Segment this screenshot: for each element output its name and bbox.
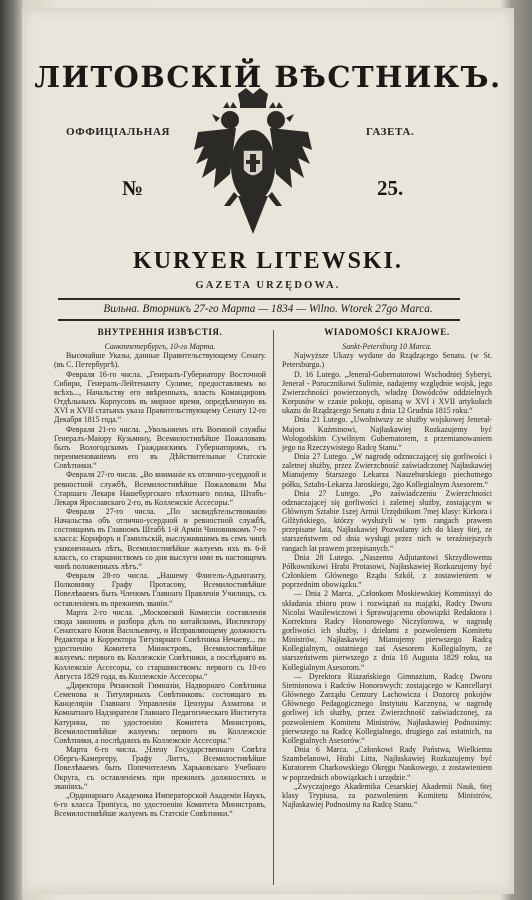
paragraph: Sankt-Petersburg 10 Marca. [342, 342, 432, 352]
column-title-polish: WIADOMOŚCI KRAJOWE. [324, 327, 450, 337]
top-rule [58, 298, 460, 300]
paragraph: — Dyrektora Riazańskiego Gimnazium, Radcę Dworu Siemionowa i Radców Honorowych: zostającego w Kancellaryi Głównego Zarządu Cenzury Lachowicza i Dozorcę pokojów Głównego Pedagogicznego Instytutu Kacznyna, w nagrodę gorliwej ich służby, przez Zwierzchność zaświadczonej, za pozwoleniem Komitetu Ministrów, Najłaskawiej Podnosimy: pierwszego na Radcę Kollegialnego, drugiego zaś ostatnich, na Kollegialnych Asesorów.“ [282, 671, 492, 745]
paragraph: Февраля 16-го числа. „Генералъ-Губернатору Восточной Сибири, Генералъ-Лейтенанту Сулиме, предоставляемъ во всѣхъ..., Начальству его ввѣренныхъ, власть Командировъ Отдѣльныхъ Корпусовъ въ мирное время, опредѣленную въ XVI и XVII статьяхъ указа Правительствующему Сенату 12-го Декабря 1815 года.“ [54, 369, 266, 425]
column-polish [282, 328, 492, 809]
paragraph: — Dnia 2 Marca. „Członkom Moskiewskiej Kommissyi do składania zbioru praw i rozwiązań na majątki, Radcy Dworu Nicolai Wasilewiczowi i Sprawującemu obowiązki Redaktora i Korrektora Radcy Honorowego Niczyforowa, w nagrodę gorliwości ich służby, i dziełami z pozwoleniem Komitetu Ministrów, Najłaskawiej Mianujemy pierwszego Radcą Kollegialnym, ostatniego zaś Asesorem Kollegialnym, ze starszeństwem pierwszego z dnia 10 Augusta 1829 roku, na Kollegialnym Asesorom.“ [282, 589, 492, 672]
paragraph: Февраля 27-го числа. „Во вниманіе къ отлично-усердной и ревностной службѣ, Всемилостивѣйше Пожаловали Мы Старшаго Лекаря Нашебургскаго пѣхотнаго полка, Штабъ-Лекаря Ярославскаго 2-го, въ Коллежскіе Ассесоры.“ [54, 470, 266, 507]
issue-number: 25. [377, 176, 404, 200]
paragraph: Февраля 27-го числа. „По засвидѣтельствованію Начальства объ отлично-усердной и ревностной службѣ, состоящимъ въ Главномъ Штабѣ 1-й Арміи Чиновникомъ 7-го класса: Корнфоръ и Гамилъскій, выслужившимъ въ семъ чинѣ узаконенныхъ лѣтъ, Всемилостивѣйше жалуемъ ихъ въ 6-й классъ, со старшинствомъ со дня выслуги ими въ настоящемъ чинѣ положенныхъ лѣтъ.“ [54, 506, 266, 571]
bottom-rule [58, 319, 460, 321]
book-spine [0, 0, 22, 900]
column-russian-body [54, 342, 266, 818]
column-divider [273, 330, 274, 885]
dateline: Вильна. Вторникъ 27-го Марта — 1834 — Wilno. Wtorek 27go Marca. [103, 303, 433, 315]
masthead-subtitle-left: ОФФИЦІАЛЬНАЯ [66, 126, 171, 138]
masthead-subtitle-right: ГАЗЕТА. [366, 126, 415, 138]
paragraph: D. 16 Lutego. „Jeneral-Gubernatorowi Wschodniej Syberyi, Jenerał - Porucznikowi Sulimie, nadajemy względnie wojsk, jego Zwierzchności powierzonych, władzę Dowódców oddzielnych Korpusów w czasie pokoju, opisaną w XVI i XVII artykułach ukazu do Rządzącego Senatu z dnia 12 Grudnia 1815 roku.“ [282, 369, 492, 416]
paragraph: Dnia 28 Lutego. „Naszemu Adjutantowi Skrzydłowemu Półkownikowi Hrabi Protasowi, Najłaskawiej Rozkazujemy być Członkiem Głównego Rządu Szkół, z zostawieniem w poprzednim obowiązku.“ [282, 552, 492, 590]
paragraph: Dnia 27 Lutego. „W nagrodę odznaczającej się gorliwości i zaletnej służby, przez Zwierzchność zaświadczonej Najłaskawiej Mianujemy Starszego Lekarza Naszeburskiego piechotnego półku, Sztabs-Lekarza Jaroskiego, 2go Kollegialnym Asesorem.“ [282, 452, 492, 489]
paragraph: Высочайше Указы, данные Правительствующему Сенату. (въ С. Петербургѣ). [54, 351, 266, 370]
column-title-russian: ВНУТРЕННІЯ ИЗВѢСТІЯ. [97, 327, 223, 337]
paragraph: Najwyższe Ukazy wydane do Rządzącego Senatu. (w St. Petersburgu.) [282, 351, 492, 370]
masthead-title: ЛИТОВСКІЙ ВѢСТНИКЪ. [34, 60, 502, 94]
paragraph: Февраля 21-го числа. „Увольняемъ отъ Военной службы Генералъ-Маіору Кузьмину, Всемилостивѣйше Пожаловавъ быть Вологодскимъ Гражданскимъ Губернаторомъ, съ переименованіемъ его въ Дѣйствительные Статскіе Совѣтники.“ [54, 424, 266, 471]
paragraph: „Zwyczajnego Akademika Cesarskiej Akademii Nauk, 6tej klasy Trypiusa, za pozwoleniem Komitetu Ministrów, Najłaskawiej Podnosimy na Radcę Stanu.“ [282, 781, 492, 809]
column-russian [54, 328, 266, 818]
paragraph: Марта 2-го числа. „Московской Комиссіи составленія свода законовъ и разбора дѣлъ по китайскимъ, Инспектору Сенатскаго Князя Васильевичу, и Исправляющему должность Редактора и Корректора Титулярнаго Совѣтника Нечаеву... по удостоенію Комитета Министровъ, Всемилостивѣйше жалуемъ: первого въ Коллежскіе Совѣтники, а послѣдняго въ Коллежскіе Ассесоры, со старшинствомъ: первого съ 10-го Августа 1829 года, въ Коллежскіе Ассесоры.“ [54, 607, 266, 681]
paragraph: „Ординарнаго Академика Императорской Академіи Наукъ, 6-го класса Трипіуса, по удостоенію Комитета Министровъ, Всемилостивѣйше жалуемъ въ Статскіе Совѣтники.“ [54, 790, 266, 819]
paragraph: Dnia 6 Marca. „Członkowi Rady Państwa, Wielkiemu Szambelanowi, Hrabi Litta, Najłaskawiej Rozkazujemy być Kuratorem Charkowskiego Okręgu Naukowego, z zostawieniem w poprzednich obowiązkach i urzędzie.“ [282, 745, 492, 782]
paragraph: Февраля 28-го числа. „Нашему Флигель-Адъютанту, Полковнику Графу Протасову, Всемилостивѣйше Повелѣваемъ быть Членомъ Главнаго Правленія Училищъ, съ оставленіемъ въ прежнемъ званіи.“ [54, 571, 266, 608]
polish-subtitle: GAZETA URZĘDOWA. [195, 280, 341, 291]
issue-number-label: № [122, 176, 144, 200]
paragraph: Dnia 21 Lutego. „Uwolniwszy ze służby wojskowej Jenerał-Majora Kuźminowi, Najłaskawiej Rozkazujemy być Wologodskim Cywilnym Gubernatorem, z przemianowaniem jego na Rzeczywistego Radcę Stanu.“ [282, 415, 492, 452]
paragraph: Санктпетербургъ, 10-го Марта. [104, 342, 216, 352]
newspaper-page [22, 8, 514, 894]
paragraph: „Директора Рязанской Гимназіи, Надворнаго Совѣтника Семенова и Титулярныхъ Совѣтниковъ: состоящаго въ Канцеляріи Главнаго Управленія Цензуры Ахматова и Комнатнаго Надзирателя Главнаго Педагогическаго Института Катурина, по удостоенію Комитета Министровъ, Всемилостивѣйше жалуемъ: первого въ Коллежскіе Совѣтники, а послѣднихъ въ Коллежскіе Ассесоры.“ [54, 680, 266, 745]
double-headed-eagle-emblem [190, 88, 316, 238]
column-polish-body [282, 342, 492, 809]
paragraph: Dnia 27 Lutego. „Po zaświadczeniu Zwierzchności odznaczającej się gorliwości i zaletnej służby, zostającym w Głównym Sztabie 1szej Armii Urzędnikom 7mej klasy: Kirkora i Gilżyńskiego, którzy wysłużyli w tym rangach prawem przepisane lata, Najłaskawiej Pozwalamy ich do klasy 6tej, ze starszeństwem od dnia wysługi przez nich w teraźniejszych rangach lat prawem przepisanych.“ [282, 488, 492, 553]
paragraph: Марта 6-го числа. „Члену Государственнаго Совѣта Обергъ-Камергеру, Графу Литтъ, Всемилостивѣйше Повелѣваемъ быть Попечителемъ Харьковскаго Учебнаго Округа, съ оставленіемъ при прежнихъ должностяхъ и званіяхъ.“ [54, 745, 266, 791]
polish-title: KURYER LITEWSKI. [133, 248, 403, 274]
